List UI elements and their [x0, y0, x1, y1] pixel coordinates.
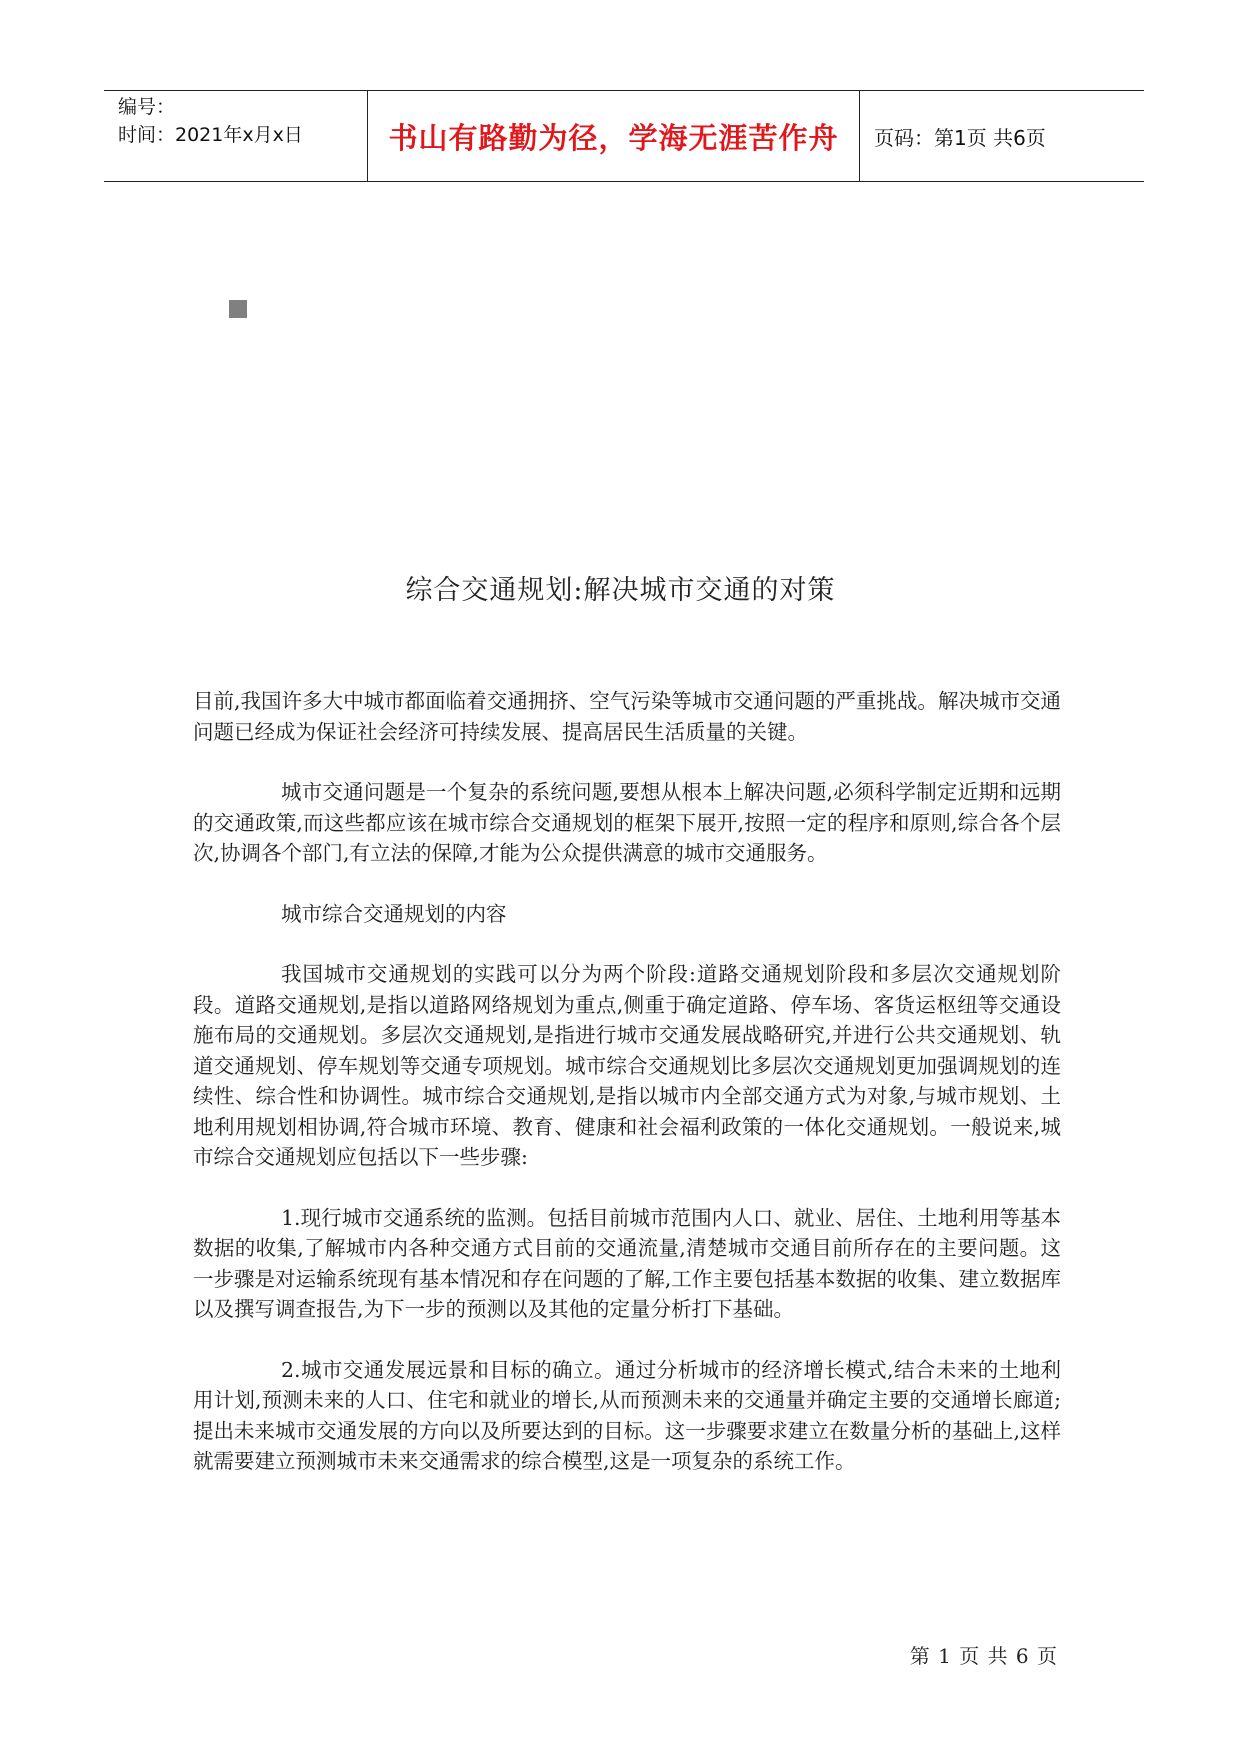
header-motto: 书山有路勤为径，学海无涯苦作舟 [368, 91, 860, 181]
paragraph-planning-stages: 我国城市交通规划的实践可以分为两个阶段:道路交通规划阶段和多层次交通规划阶段。道路交通规划,是指以道路网络规划为重点,侧重于确定道路、停车场、客货运枢纽等交通设施布局的交通规划。多层次交通规划,是指进行城市交通发展战略研究,并进行公共交通规划、轨道交通规划、停车规划等交通专项规划。城市综合交通规划比多层次交通规划更加强调规划的连续性、综合性和协调性。城市综合交通规划,是指以城市内全部交通方式为对象,与城市规划、土地利用规划相协调,符合城市环境、教育、健康和社会福利政策的一体化交通规划。一般说来,城市综合交通规划应包括以下一些步骤: [193, 962, 1061, 1169]
page-header [104, 90, 1144, 182]
paragraph-step-1: 1.现行城市交通系统的监测。包括目前城市范围内人口、就业、居住、土地利用等基本数据的收集,了解城市内各种交通方式目前的交通流量,清楚城市交通目前所存在的主要问题。这一步骤是对运输系统现有基本情况和存在问题的了解,工作主要包括基本数据的收集、建立数据库以及撰写调查报告,为下一步的预测以及其他的定量分析打下基础。 [193, 1205, 1061, 1321]
paragraph-step-2: 2.城市交通发展远景和目标的确立。通过分析城市的经济增长模式,结合未来的土地利用计划,预测未来的人口、住宅和就业的增长,从而预测未来的交通量并确定主要的交通增长廊道;提出未来城市交通发展的方向以及所要达到的目标。这一步骤要求建立在数量分析的基础上,这样就需要建立预测城市未来交通需求的综合模型,这是一项复杂的系统工作。 [193, 1357, 1061, 1473]
paragraph-system-problem: 城市交通问题是一个复杂的系统问题,要想从根本上解决问题,必须科学制定近期和远期的交通政策,而这些都应该在城市综合交通规划的框架下展开,按照一定的程序和原则,综合各个层次,协调各个部门,有立法的保障,才能为公众提供满意的城市交通服务。 [193, 780, 1061, 865]
page-footer: 第 1 页 共 6 页 [909, 1644, 1058, 1668]
document-body [193, 686, 1061, 1507]
document-title: 综合交通规划:解决城市交通的对策 [405, 575, 836, 606]
section-heading-content: 城市综合交通规划的内容 [281, 901, 507, 926]
header-meta [104, 91, 368, 181]
header-page-info: 页码：第1页 共6页 [874, 125, 1046, 150]
serial-number-label: 编号： [118, 96, 176, 118]
paragraph-intro: 目前,我国许多大中城市都面临着交通拥挤、空气污染等城市交通问题的严重挑战。解决城市交通问题已经成为保证社会经济可持续发展、提高居民生活质量的关键。 [193, 689, 1061, 744]
time-label: 时间：2021年x月x日 [118, 124, 303, 146]
square-bullet-icon [229, 300, 247, 318]
